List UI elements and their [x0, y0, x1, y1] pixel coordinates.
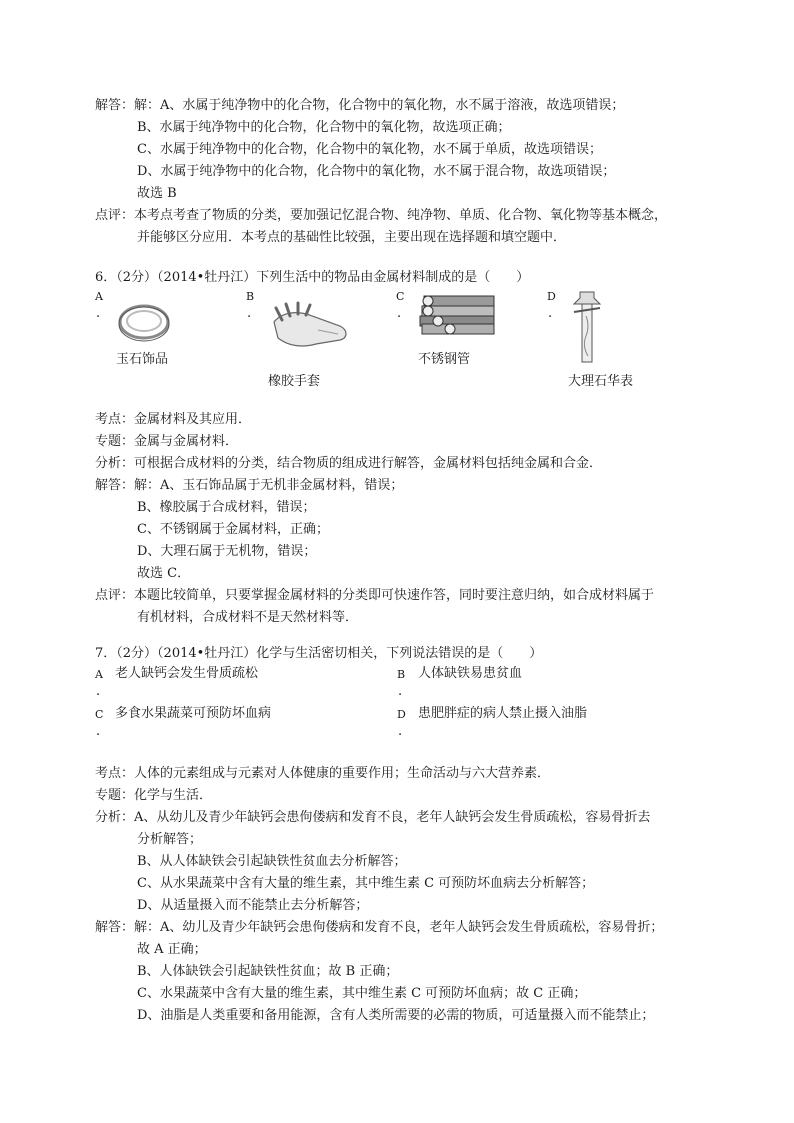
analysis-line: C、不锈钢属于金属材料，正确；	[137, 522, 329, 537]
analysis-line: B、从人体缺铁会引起缺铁性贫血去分析解答；	[137, 854, 407, 869]
option-letter: A	[95, 290, 103, 303]
option-dot: .	[247, 306, 252, 321]
rubber-glove-icon	[268, 300, 352, 356]
option-dot: .	[96, 684, 101, 699]
jade-ring-icon	[117, 300, 171, 342]
analysis-line: 故选 C．	[137, 566, 191, 581]
analysis-line: D、油脂是人类重要和备用能源，含有人类所需要的必需的物质，可适量摄入而不能禁止；	[137, 1008, 655, 1023]
option-text: 患肥胖症的病人禁止摄入油脂	[418, 706, 588, 721]
option-letter: B	[397, 668, 406, 681]
answer-line: C、水属于纯净物中的化合物，化合物中的氧化物，水不属于单质，故选项错误；	[137, 142, 602, 157]
analysis-line: B、橡胶属于合成材料，错误；	[137, 500, 316, 515]
answer-line: B、水属于纯净物中的化合物，化合物中的氧化物，故选项正确；	[137, 120, 511, 135]
option-caption: 玉石饰品	[116, 352, 169, 367]
analysis-line: 分析：A、从幼儿及青少年缺钙会患佝偻病和发育不良，老年人缺钙会发生骨质疏松，容易骨折去	[95, 810, 651, 825]
analysis-line: 有机材料，合成材料不是天然材料等．	[137, 610, 359, 625]
comment-line: 并能够区分应用．本考点的基础性比较强，主要出现在选择题和填空题中．	[137, 230, 567, 245]
analysis-line: 点评：本题比较简单，只要掌握金属材料的分类即可快速作答，同时要注意归纳，如合成材料属于	[95, 588, 655, 603]
option-letter: D	[397, 708, 406, 721]
analysis-line: 专题：化学与生活．	[95, 788, 213, 803]
option-dot: .	[548, 306, 553, 321]
analysis-line: D、大理石属于无机物，错误；	[137, 544, 317, 559]
option-letter: D	[547, 290, 556, 303]
analysis-line: 分析解答；	[137, 832, 203, 847]
option-caption: 橡胶手套	[268, 374, 321, 389]
analysis-line: 考点：人体的元素组成与元素对人体健康的重要作用；生命活动与六大营养素．	[95, 766, 551, 781]
q7-stem: 7．（2分）（2014•牡丹江）化学与生活密切相关，下列说法错误的是（ ）	[95, 646, 543, 661]
answer-line: 故选 B	[137, 186, 177, 201]
option-dot: .	[398, 724, 403, 739]
option-caption: 不锈钢管	[418, 352, 471, 367]
option-dot: .	[96, 724, 101, 739]
analysis-line: D、从适量摄入而不能禁止去分析解答；	[137, 898, 369, 913]
comment-line: 点评：本考点考查了物质的分类，要加强记忆混合物、纯净物、单质、化合物、氧化物等基本概念，	[95, 208, 668, 223]
option-caption: 大理石华表	[568, 374, 634, 389]
option-letter: A	[95, 668, 103, 681]
option-dot: .	[397, 306, 402, 321]
option-letter: C	[95, 708, 104, 721]
analysis-line: 解答：解：A、幼儿及青少年缺钙会患佝偻病和发育不良，老年人缺钙会发生骨质疏松，容易骨折；	[95, 920, 664, 935]
option-letter: B	[246, 290, 255, 303]
analysis-line: C、从水果蔬菜中含有大量的维生素，其中维生素 C 可预防坏血病去分析解答；	[137, 876, 595, 891]
analysis-line: 解答：解：A、玉石饰品属于无机非金属材料，错误；	[95, 478, 404, 493]
analysis-line: B、人体缺铁会引起缺铁性贫血；故 B 正确；	[137, 964, 399, 979]
option-text: 人体缺铁易患贫血	[418, 666, 523, 681]
analysis-line: C、水果蔬菜中含有大量的维生素，其中维生素 C 可预防坏血病；故 C 正确；	[137, 986, 587, 1001]
marble-pillar-icon	[566, 286, 606, 366]
option-text: 老人缺钙会发生骨质疏松	[115, 666, 259, 681]
answer-line: 解答：解：A、水属于纯净物中的化合物，化合物中的氧化物，水不属于溶液，故选项错误；	[95, 98, 625, 113]
option-dot: .	[398, 684, 403, 699]
analysis-line: 专题：金属与金属材料．	[95, 434, 239, 449]
analysis-line: 故 A 正确；	[137, 942, 207, 957]
q6-stem: 6．（2分）（2014•牡丹江）下列生活中的物品由金属材料制成的是（ ）	[95, 270, 530, 285]
option-letter: C	[396, 290, 405, 303]
analysis-line: 分析：可根据合成材料的分类，结合物质的组成进行解答，金属材料包括纯金属和合金．	[95, 456, 603, 471]
answer-line: D、水属于纯净物中的化合物，化合物中的氧化物，水不属于混合物，故选项错误；	[137, 164, 616, 179]
steel-pipes-icon	[418, 290, 500, 338]
option-text: 多食水果蔬菜可预防坏血病	[115, 706, 272, 721]
analysis-line: 考点：金属材料及其应用．	[95, 412, 252, 427]
option-dot: .	[96, 306, 101, 321]
